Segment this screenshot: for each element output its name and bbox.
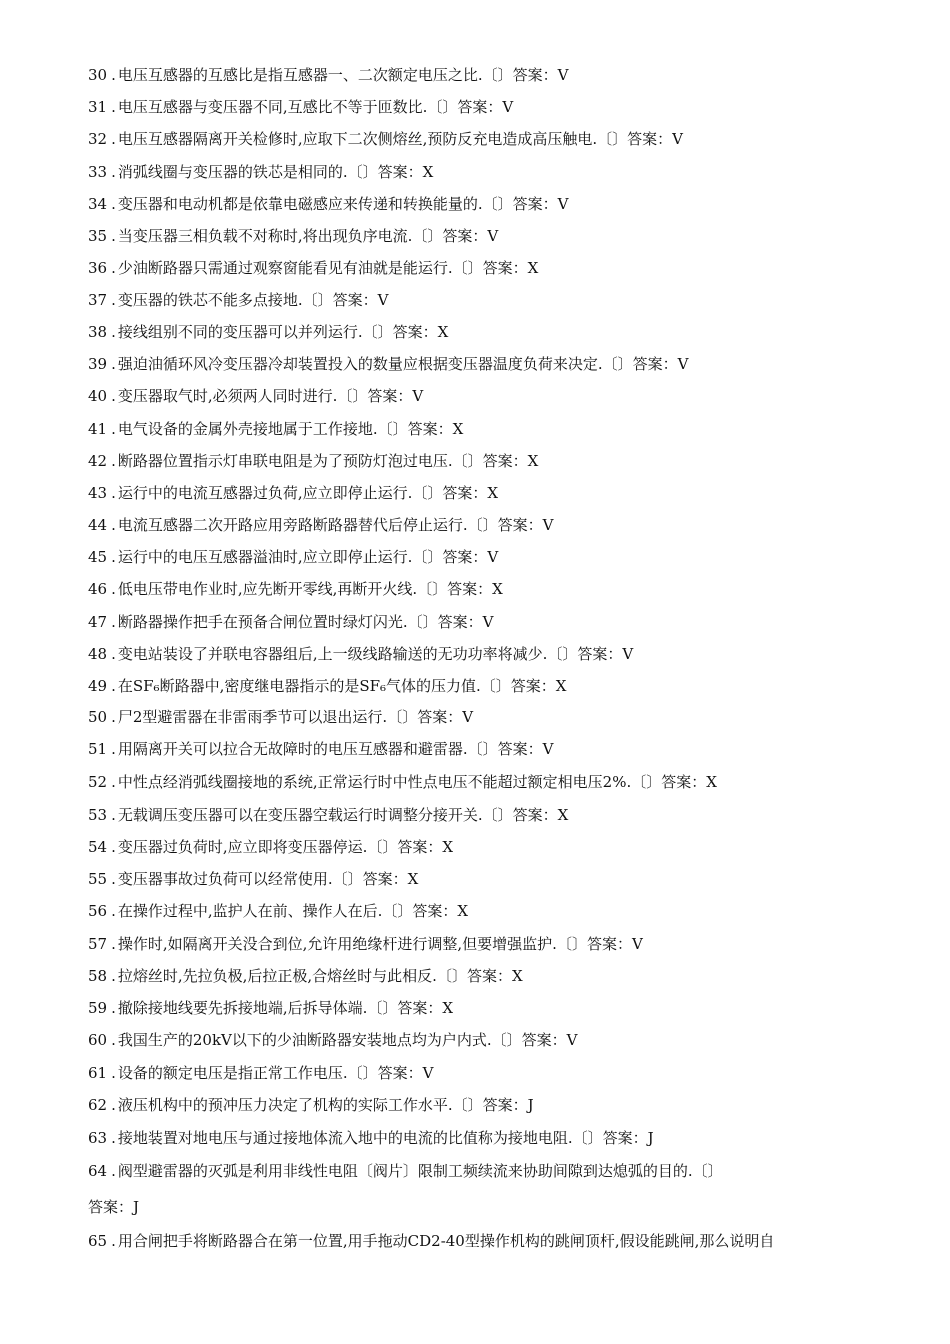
question-number: 37 — [88, 291, 108, 309]
number-separator: . — [111, 1162, 116, 1180]
question-item — [88, 611, 890, 633]
question-text: 强迫油循环风冷变压器冷却装置投入的数量应根据变压器温度负荷来决定.〔〕答案：V — [117, 355, 689, 373]
question-text: 变压器过负荷时,应立即将变压器停运.〔〕答案：X — [117, 838, 454, 856]
number-separator: . — [111, 484, 116, 502]
question-number: 57 — [88, 935, 108, 953]
number-separator: . — [111, 1232, 116, 1250]
number-separator: . — [111, 227, 116, 245]
question-number: 60 — [88, 1031, 108, 1049]
question-item — [88, 900, 890, 922]
number-separator: . — [111, 677, 116, 695]
question-item — [88, 836, 890, 858]
number-separator: . — [111, 291, 116, 309]
question-number: 61 — [88, 1064, 108, 1082]
question-text: 变压器事故过负荷可以经常使用.〔〕答案：X — [117, 870, 419, 888]
question-number: 64 — [88, 1162, 108, 1180]
question-number: 50 — [88, 708, 108, 726]
question-text: 阀型避雷器的灭弧是利用非线性电阻〔阀片〕限制工频续流来协助间隙到达熄弧的目的.〔〕 — [117, 1162, 723, 1180]
number-separator: . — [111, 740, 116, 758]
question-item — [88, 385, 890, 407]
question-item — [88, 1094, 890, 1116]
question-item — [88, 482, 890, 504]
number-separator: . — [111, 420, 116, 438]
question-text: 用合闸把手将断路器合在第一位置,用手拖动CD2-40型操作机构的跳闸顶杆,假设能跳闸,那么说明自 — [117, 1232, 775, 1250]
question-item — [88, 289, 890, 311]
question-item — [88, 1062, 890, 1084]
question-number: 33 — [88, 163, 108, 181]
number-separator: . — [111, 1064, 116, 1082]
question-number: 38 — [88, 323, 108, 341]
question-number: 55 — [88, 870, 108, 888]
number-separator: . — [111, 773, 116, 791]
question-text: 变压器和电动机都是依靠电磁感应来传递和转换能量的.〔〕答案：V — [117, 195, 569, 213]
number-separator: . — [111, 259, 116, 277]
question-item — [88, 128, 890, 150]
question-item — [88, 997, 890, 1019]
question-number: 58 — [88, 967, 108, 985]
question-text: 电流互感器二次开路应用旁路断路器替代后停止运行.〔〕答案：V — [117, 516, 554, 534]
number-separator: . — [111, 1031, 116, 1049]
question-number: 59 — [88, 999, 108, 1017]
question-number: 40 — [88, 387, 108, 405]
question-number: 39 — [88, 355, 108, 373]
number-separator: . — [111, 516, 116, 534]
question-text: 运行中的电压互感器溢油时,应立即停止运行.〔〕答案：V — [117, 548, 499, 566]
question-text: 设备的额定电压是指正常工作电压.〔〕答案：V — [117, 1064, 434, 1082]
number-separator: . — [111, 548, 116, 566]
question-item — [88, 771, 890, 793]
question-text: 变压器的铁芯不能多点接地.〔〕答案：V — [117, 291, 389, 309]
number-separator: . — [111, 163, 116, 181]
number-separator: . — [111, 645, 116, 663]
question-number: 31 — [88, 98, 108, 116]
question-item — [88, 96, 890, 118]
question-item — [88, 933, 890, 955]
question-text: 少油断路器只需通过观察窗能看见有油就是能运行.〔〕答案：X — [117, 259, 539, 277]
question-item — [88, 321, 890, 343]
question-number: 65 — [88, 1232, 108, 1250]
question-number: 52 — [88, 773, 108, 791]
question-number: 44 — [88, 516, 108, 534]
number-separator: . — [111, 1129, 116, 1147]
question-text: 低电压带电作业时,应先断开零线,再断开火线.〔〕答案：X — [117, 580, 503, 598]
question-text: 电气设备的金属外壳接地属于工作接地.〔〕答案：X — [117, 420, 464, 438]
question-number: 34 — [88, 195, 108, 213]
question-item — [88, 353, 890, 375]
question-text: 我国生产的20kV以下的少油断路器安装地点均为户内式.〔〕答案：V — [117, 1031, 578, 1049]
question-text: 操作时,如隔离开关没合到位,允许用绝缘杆进行调整,但要增强监护.〔〕答案：V — [117, 935, 643, 953]
number-separator: . — [111, 613, 116, 631]
number-separator: . — [111, 870, 116, 888]
question-item — [88, 1029, 890, 1051]
question-text: 尸2型避雷器在非雷雨季节可以退出运行.〔〕答案：V — [117, 708, 474, 726]
question-item — [88, 804, 890, 826]
number-separator: . — [111, 195, 116, 213]
question-text: 电压互感器与变压器不同,互感比不等于匝数比.〔〕答案：V — [117, 98, 514, 116]
question-text: 答案：J — [88, 1198, 140, 1216]
number-separator: . — [111, 66, 116, 84]
question-number: 53 — [88, 806, 108, 824]
question-number: 43 — [88, 484, 108, 502]
number-separator: . — [111, 1096, 116, 1114]
question-item — [88, 706, 890, 728]
question-item — [88, 868, 890, 890]
question-text: 运行中的电流互感器过负荷,应立即停止运行.〔〕答案：X — [117, 484, 499, 502]
question-number: 46 — [88, 580, 108, 598]
number-separator: . — [111, 967, 116, 985]
number-separator: . — [111, 98, 116, 116]
question-text: 液压机构中的预冲压力决定了机构的实际工作水平.〔〕答案：J — [117, 1096, 534, 1114]
question-number: 51 — [88, 740, 108, 758]
question-item — [88, 643, 890, 665]
number-separator: . — [111, 355, 116, 373]
question-text: 中性点经消弧线圈接地的系统,正常运行时中性点电压不能超过额定相电压2%.〔〕答案：X — [117, 773, 717, 791]
question-number: 35 — [88, 227, 108, 245]
number-separator: . — [111, 838, 116, 856]
question-item — [88, 675, 890, 697]
question-text: 电压互感器的互感比是指互感器一、二次额定电压之比.〔〕答案：V — [117, 66, 569, 84]
question-item — [88, 1127, 890, 1149]
question-item — [88, 161, 890, 183]
question-item — [88, 546, 890, 568]
number-separator: . — [111, 999, 116, 1017]
question-number: 47 — [88, 613, 108, 631]
question-text: 断路器操作把手在预备合闸位置时绿灯闪光.〔〕答案：V — [117, 613, 494, 631]
answer-continuation — [88, 1196, 890, 1218]
question-text: 在SF₆断路器中,密度继电器指示的是SF₆气体的压力值.〔〕答案：X — [117, 677, 567, 695]
question-text: 无载调压变压器可以在变压器空载运行时调整分接开关.〔〕答案：X — [117, 806, 569, 824]
question-text: 拉熔丝时,先拉负极,后拉正极,合熔丝时与此相反.〔〕答案：X — [117, 967, 523, 985]
question-number: 42 — [88, 452, 108, 470]
question-item — [88, 965, 890, 987]
number-separator: . — [111, 452, 116, 470]
number-separator: . — [111, 387, 116, 405]
question-item — [88, 64, 890, 86]
question-text: 接地装置对地电压与通过接地体流入地中的电流的比值称为接地电阻.〔〕答案：J — [117, 1129, 654, 1147]
question-text: 电压互感器隔离开关检修时,应取下二次侧熔丝,预防反充电造成高压触电.〔〕答案：V — [117, 130, 684, 148]
question-item — [88, 450, 890, 472]
question-text: 接线组别不同的变压器可以并列运行.〔〕答案：X — [117, 323, 449, 341]
number-separator: . — [111, 580, 116, 598]
question-number: 30 — [88, 66, 108, 84]
question-text: 撤除接地线要先拆接地端,后拆导体端.〔〕答案：X — [117, 999, 454, 1017]
number-separator: . — [111, 130, 116, 148]
question-item — [88, 193, 890, 215]
question-number: 56 — [88, 902, 108, 920]
number-separator: . — [111, 806, 116, 824]
question-item — [88, 1160, 890, 1182]
question-number: 45 — [88, 548, 108, 566]
question-item — [88, 418, 890, 440]
question-text: 变压器取气时,必须两人同时进行.〔〕答案：V — [117, 387, 424, 405]
number-separator: . — [111, 902, 116, 920]
number-separator: . — [111, 935, 116, 953]
question-text: 用隔离开关可以拉合无故障时的电压互感器和避雷器.〔〕答案：V — [117, 740, 554, 758]
question-number: 62 — [88, 1096, 108, 1114]
number-separator: . — [111, 708, 116, 726]
question-item — [88, 578, 890, 600]
question-text: 当变压器三相负载不对称时,将出现负序电流.〔〕答案：V — [117, 227, 499, 245]
question-text: 在操作过程中,监护人在前、操作人在后.〔〕答案：X — [117, 902, 469, 920]
question-number: 54 — [88, 838, 108, 856]
question-item — [88, 1230, 890, 1252]
number-separator: . — [111, 323, 116, 341]
question-item — [88, 738, 890, 760]
question-item — [88, 514, 890, 536]
question-number: 32 — [88, 130, 108, 148]
question-number: 49 — [88, 677, 108, 695]
question-text: 断路器位置指示灯串联电阻是为了预防灯泡过电压.〔〕答案：X — [117, 452, 539, 470]
question-number: 36 — [88, 259, 108, 277]
question-number: 48 — [88, 645, 108, 663]
question-text: 变电站装设了并联电容器组后,上一级线路输送的无功功率将减少.〔〕答案：V — [117, 645, 634, 663]
question-item — [88, 257, 890, 279]
question-text: 消弧线圈与变压器的铁芯是相同的.〔〕答案：X — [117, 163, 434, 181]
question-item — [88, 225, 890, 247]
question-number: 41 — [88, 420, 108, 438]
question-number: 63 — [88, 1129, 108, 1147]
